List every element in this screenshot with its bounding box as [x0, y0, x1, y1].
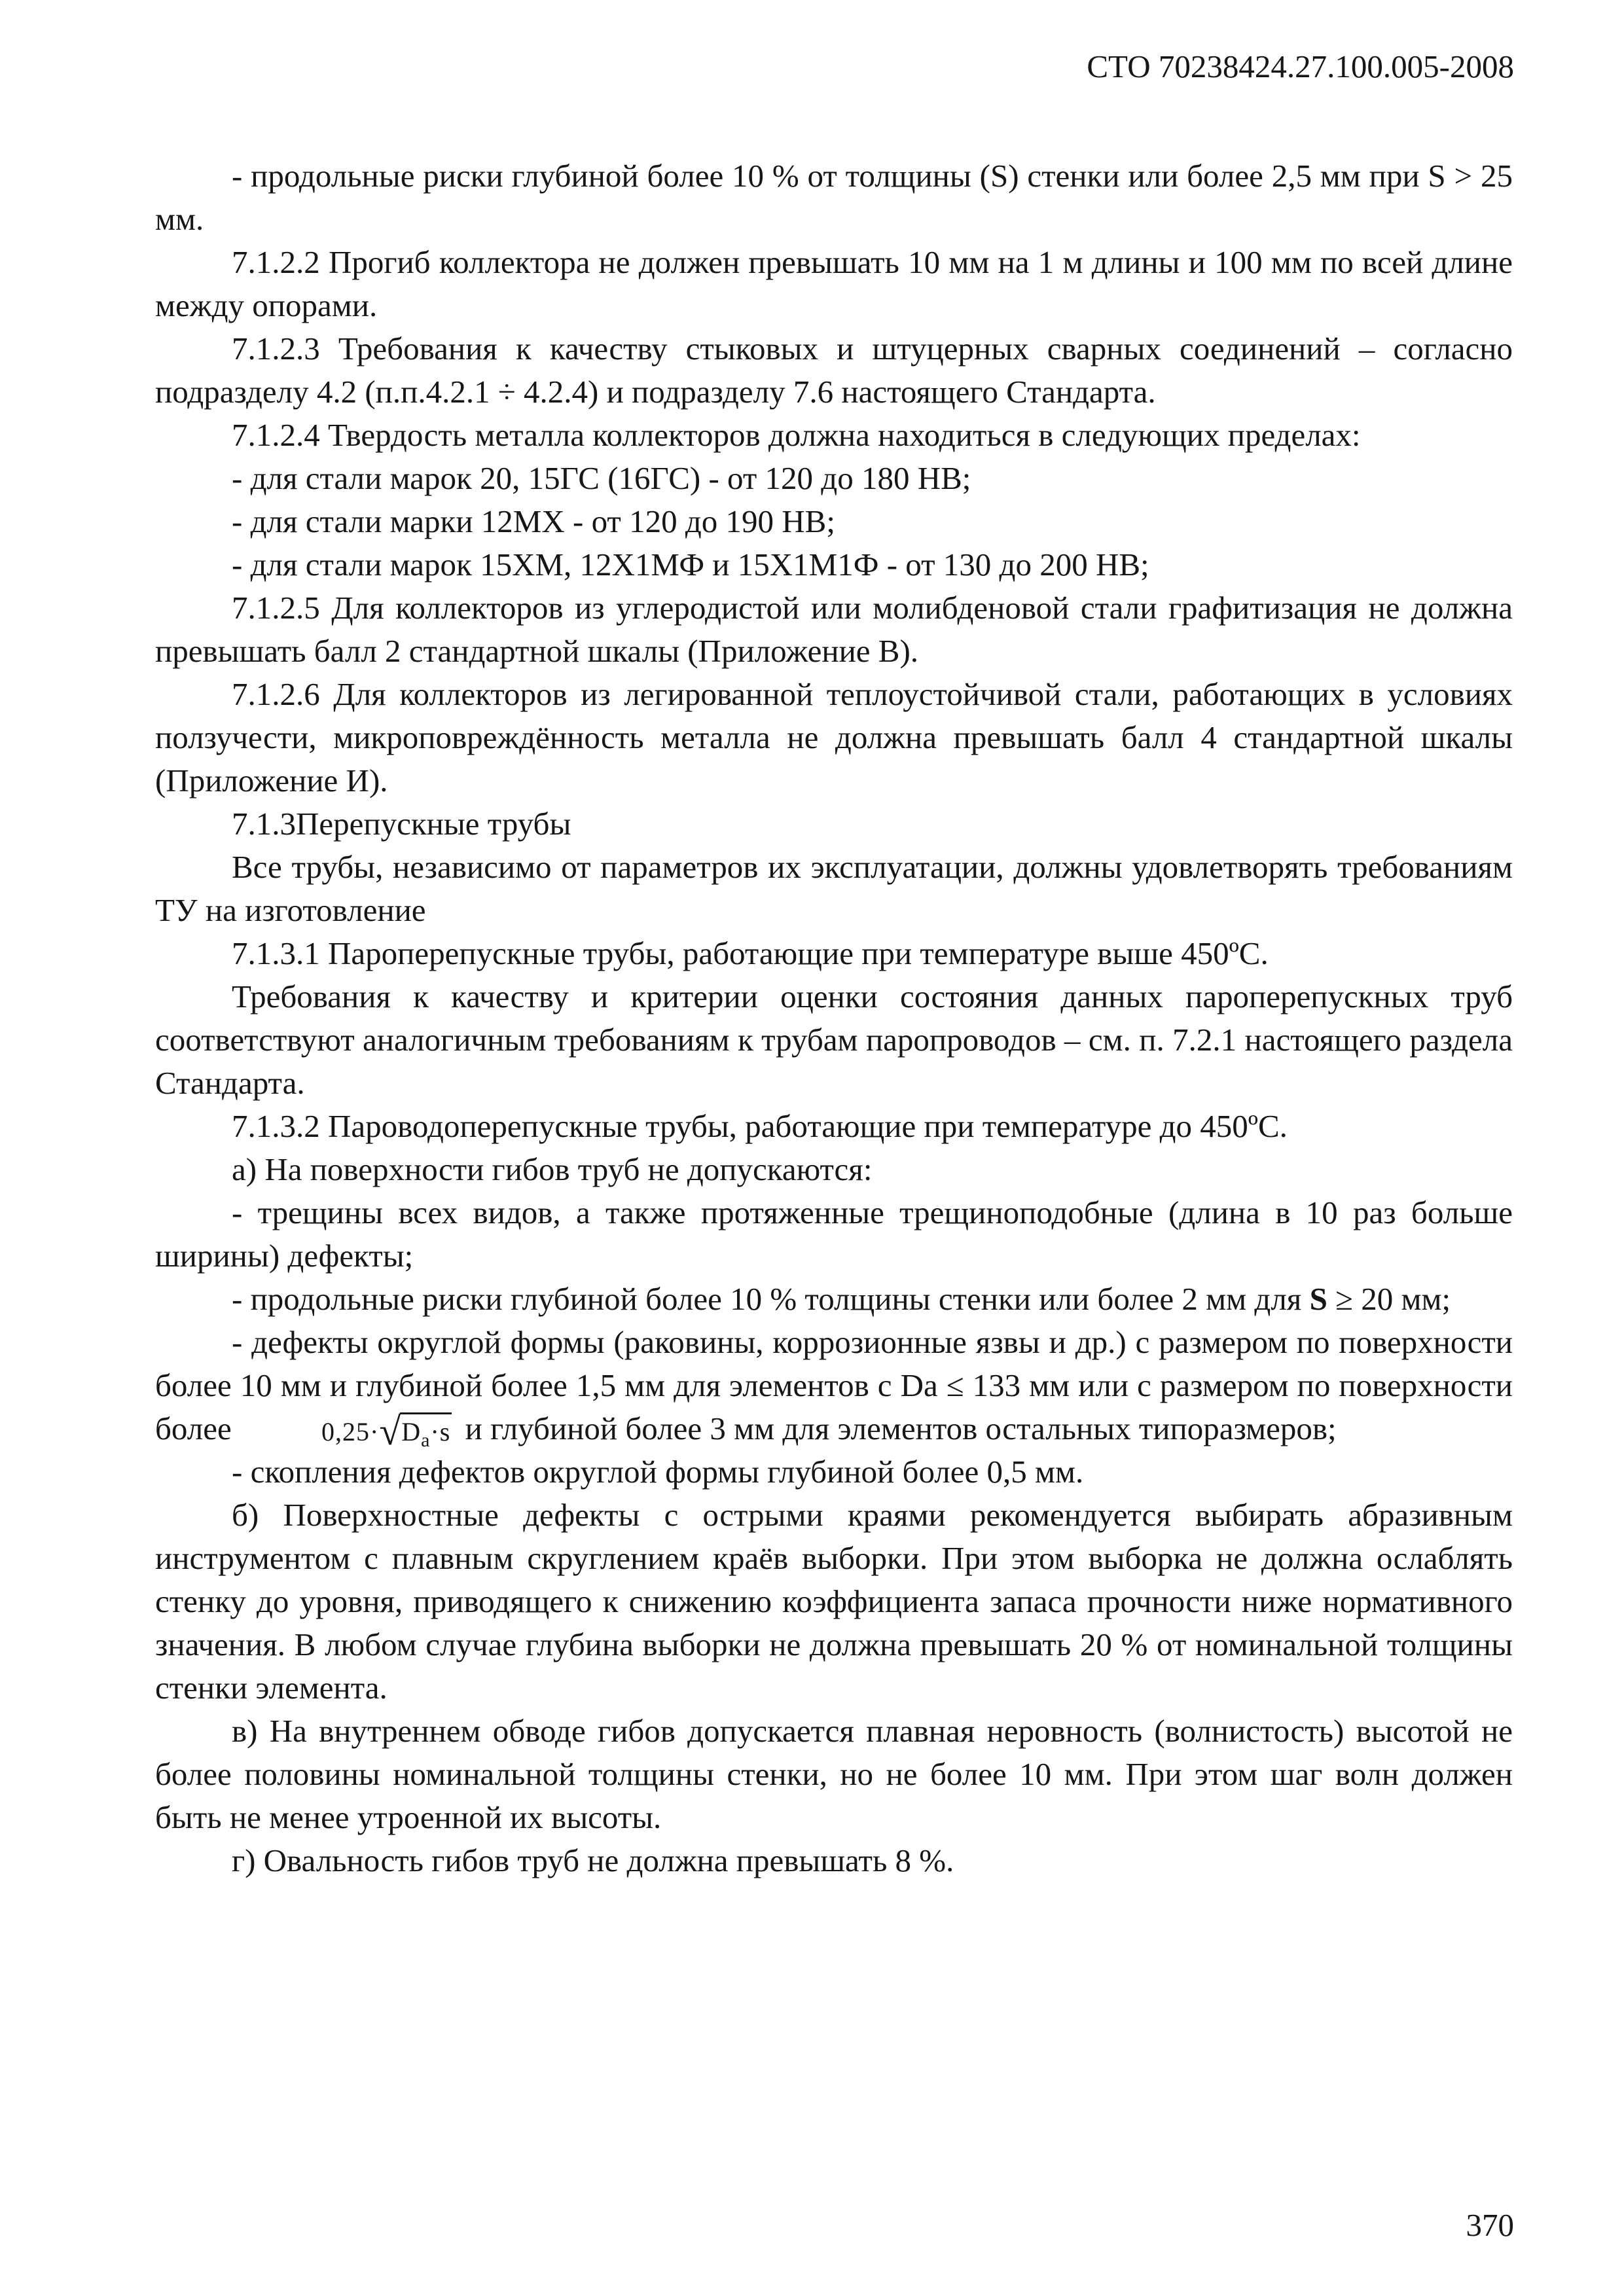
- list-item: - для стали марок 20, 15ГС (16ГС) - от 120 до 180 НВ;: [232, 460, 971, 496]
- formula-coefficient: 0,25·: [321, 1417, 380, 1446]
- paragraph: г) Овальность гибов труб не должна превышать 8 %.: [232, 1842, 954, 1878]
- paragraph: 7.1.2.3 Требования к качеству стыковых и штуцерных сварных соединений – согласно подразделу 4.2 (п.п.4.2.1 ÷ 4.2.4) и подразделу 7.6 настоящего Стандарта.: [155, 331, 1513, 410]
- list-item: [155, 1278, 1513, 1321]
- document-body: [155, 154, 1513, 1882]
- square-root-icon: √: [379, 1410, 402, 1453]
- paragraph: а) На поверхности гибов труб не допускаются:: [232, 1151, 873, 1187]
- list-item: - скопления дефектов округлой формы глубиной более 0,5 мм.: [232, 1454, 1084, 1490]
- paragraph: - продольные риски глубиной более 10 % от толщины (S) стенки или более 2,5 мм при S > 25 мм.: [155, 158, 1513, 237]
- wall-thickness-symbol: S: [1309, 1281, 1327, 1317]
- paragraph: 7.1.2.5 Для коллекторов из углеродистой или молибденовой стали графитизация не должна превышать балл 2 стандартной шкалы (Приложение В).: [155, 590, 1513, 669]
- formula-subscript: a: [421, 1429, 431, 1451]
- list-item-text: ≥ 20 мм;: [1327, 1281, 1451, 1317]
- list-item: - для стали марок 15ХМ, 12Х1МФ и 15Х1М1Ф - от 130 до 200 НВ;: [232, 547, 1149, 583]
- paragraph: б) Поверхностные дефекты с острыми краями рекомендуется выбирать абразивным инструментом с плавным скруглением краёв выборки. При этом выборка не должна ослаблять стенку до уровня, приводящего к снижению коэффициента запаса прочности ниже нормативного значения. В любом случае глубина выборки не должна превышать 20 % от номинальной толщины стенки элемента.: [155, 1497, 1513, 1706]
- document-code: СТО 70238424.27.100.005-2008: [1087, 48, 1514, 84]
- section-heading: 7.1.3Перепускные трубы: [232, 806, 571, 842]
- paragraph: в) На внутреннем обводе гибов допускается плавная неровность (волнистость) высотой не более половины номинальной толщины стенки, но не более 10 мм. При этом шаг волн должен быть не менее утроенной их высоты.: [155, 1713, 1513, 1835]
- list-item: - трещины всех видов, а также протяженные трещиноподобные (длина в 10 раз больше ширины) дефекты;: [155, 1194, 1513, 1274]
- paragraph: 7.1.3.1 Пароперепускные трубы, работающие при температуре выше 450ºС.: [232, 935, 1269, 971]
- formula: [245, 1410, 452, 1453]
- paragraph: Требования к качеству и критерии оценки состояния данных пароперепускных труб соответствуют аналогичным требованиям к трубам паропроводов – см. п. 7.2.1 настоящего раздела Стандарта.: [155, 978, 1513, 1101]
- formula-variable: D: [401, 1417, 422, 1446]
- paragraph: 7.1.2.4 Твердость металла коллекторов должна находиться в следующих пределах:: [232, 417, 1361, 453]
- list-item-text: - продольные риски глубиной более 10 % толщины стенки или более 2 мм для: [232, 1281, 1310, 1317]
- paragraph: 7.1.3.2 Пароводоперепускные трубы, работающие при температуре до 450ºС.: [232, 1108, 1288, 1144]
- formula-radicand: [400, 1412, 452, 1451]
- paragraph: Все трубы, независимо от параметров их эксплуатации, должны удовлетворять требованиям ТУ на изготовление: [155, 849, 1513, 928]
- page-number: 370: [1466, 2207, 1514, 2243]
- list-item: [155, 1321, 1513, 1453]
- paragraph: 7.1.2.2 Прогиб коллектора не должен превышать 10 мм на 1 м длины и 100 мм по всей длине между опорами.: [155, 244, 1513, 323]
- list-item: - для стали марки 12МХ - от 120 до 190 НВ;: [232, 503, 835, 539]
- paragraph: 7.1.2.6 Для коллекторов из легированной теплоустойчивой стали, работающих в условиях ползучести, микроповреждённость металла не должна превышать балл 4 стандартной шкалы (Приложение И).: [155, 676, 1513, 798]
- list-item-text: и глубиной более 3 мм для элементов остальных типоразмеров;: [465, 1410, 1337, 1446]
- list-item-text: - дефекты округлой формы (раковины, коррозионные язвы и др.) с размером по поверхности более 10 мм и глубиной более 1,5 мм для элементов с Da ≤ 133 мм или с размером по поверхности более: [155, 1324, 1513, 1446]
- formula-tail: ·s: [430, 1417, 451, 1446]
